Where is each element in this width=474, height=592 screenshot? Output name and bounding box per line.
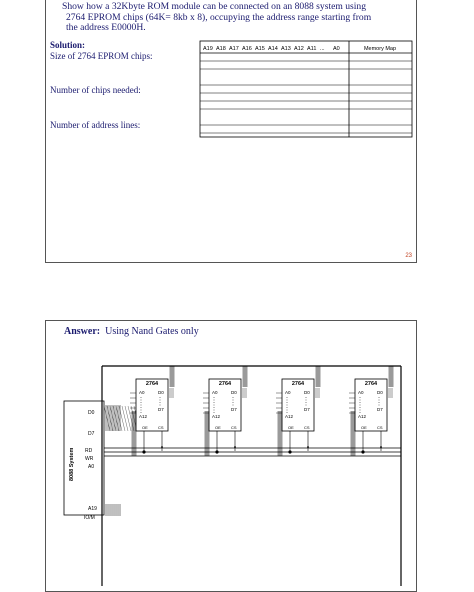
table-header-7: A12: [294, 46, 304, 52]
chips-needed-label: Number of chips needed:: [50, 85, 141, 95]
chip-pin-d0: D0: [304, 390, 310, 395]
question-line-1: Show how a 32Kbyte ROM module can be connected on an 8088 system using: [62, 1, 367, 12]
eprom-chip-2: [203, 366, 247, 456]
chip-pin-a0: A0: [212, 390, 218, 395]
slide-answer: [45, 320, 417, 592]
chip-pin-cs: CS: [304, 425, 310, 430]
cpu-pin-a19: A19: [88, 506, 97, 512]
table-header-10: A0: [333, 46, 340, 52]
cpu-pin-wr: WR: [85, 456, 94, 462]
solution-heading: Solution:: [50, 40, 86, 50]
cpu-pin-d7: D7: [88, 431, 95, 437]
table-header-6: A13: [281, 46, 291, 52]
chip-pin-d7: D7: [231, 407, 237, 412]
chip-pin-oe: OE: [361, 425, 367, 430]
chip-pin-d0: D0: [377, 390, 383, 395]
eprom-chip-1: [130, 366, 174, 456]
chip-name: 2764: [145, 381, 159, 387]
table-header-9: ...: [320, 46, 325, 52]
table-header-5: A14: [268, 46, 278, 52]
table-header-0: A19: [203, 46, 213, 52]
chip-name: 2764: [218, 381, 232, 387]
chip-pin-d7: D7: [158, 407, 164, 412]
chip-name: 2764: [364, 381, 378, 387]
memory-map-table: [199, 40, 414, 140]
size-label: Size of 2764 EPROM chips:: [50, 51, 153, 61]
question-line-3: the address E0000H.: [66, 22, 146, 33]
chip-pin-oe: OE: [142, 425, 148, 430]
question-text: [62, 2, 410, 34]
table-header-2: A17: [229, 46, 239, 52]
chip-pin-a12: A12: [358, 414, 367, 419]
table-header-4: A15: [255, 46, 265, 52]
chip-pin-cs: CS: [377, 425, 383, 430]
chip-name: 2764: [291, 381, 305, 387]
eprom-chip-3: [276, 366, 320, 456]
question-line-2: 2764 EPROM chips (64K= 8kb x 8), occupying the address range starting from: [66, 11, 372, 23]
answer-heading: Answer: Using Nand Gates only: [64, 326, 199, 337]
cpu-pin-a0: A0: [88, 464, 95, 470]
table-header-8: A11: [307, 46, 317, 52]
table-header-3: A16: [242, 46, 252, 52]
table-header-1: A18: [216, 46, 226, 52]
chip-pin-a0: A0: [139, 390, 145, 395]
circuit-diagram: [46, 321, 416, 591]
chip-pin-oe: OE: [288, 425, 294, 430]
address-lines-label: Number of address lines:: [50, 120, 141, 130]
slide-question: [45, 0, 417, 263]
chip-pin-a0: A0: [285, 390, 291, 395]
chip-pin-d0: D0: [158, 390, 164, 395]
chip-pin-cs: CS: [231, 425, 237, 430]
cpu-pin-iom: IO/M: [84, 515, 95, 521]
cpu-pin-d0: D0: [88, 410, 95, 416]
chip-pin-a12: A12: [139, 414, 148, 419]
page-number: 23: [405, 253, 412, 259]
chip-pin-d7: D7: [304, 407, 310, 412]
chip-pin-a12: A12: [212, 414, 221, 419]
chip-pin-oe: OE: [215, 425, 221, 430]
eprom-chip-4: [349, 366, 393, 456]
cpu-pin-rd: RD: [85, 448, 93, 454]
chip-pin-d0: D0: [231, 390, 237, 395]
chip-pin-a12: A12: [285, 414, 294, 419]
memory-map-header: Memory Map: [363, 46, 397, 52]
chip-pin-cs: CS: [158, 425, 164, 430]
cpu-label: 8088 System: [69, 447, 75, 481]
chip-pin-d7: D7: [377, 407, 383, 412]
chip-pin-a0: A0: [358, 390, 364, 395]
